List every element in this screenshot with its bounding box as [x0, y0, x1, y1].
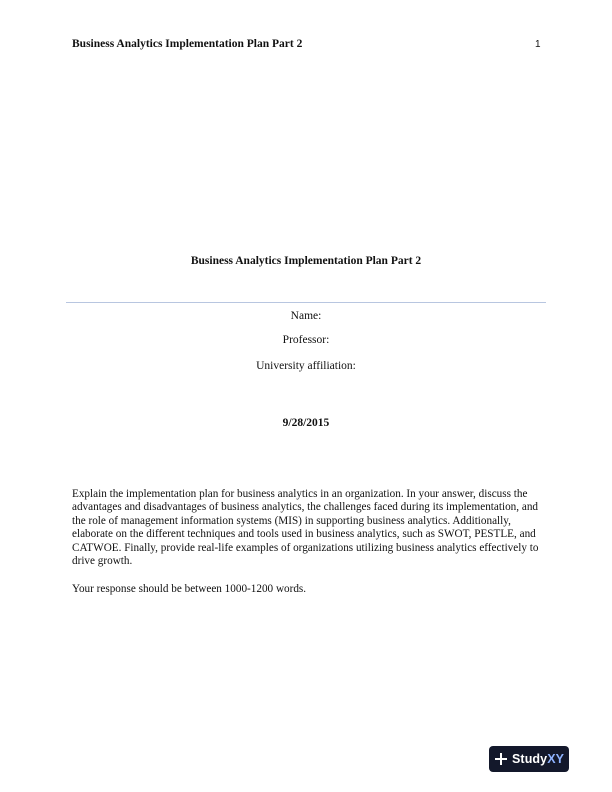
affiliation-line: University affiliation:	[256, 360, 356, 372]
page-number: 1	[535, 39, 541, 50]
professor-line: Professor:	[282, 334, 330, 346]
studyxy-watermark-badge[interactable]	[489, 746, 569, 772]
prompt-paragraph: Explain the implementation plan for business analytics in an organization. In your answer, discuss the advantages and disadvantages of business analytics, the challenges faced during its implementation, and the role of management information systems (MIS) in supporting business analytics. Additionally, elaborate on the different techniques and tools used in business analytics, such as SWOT, PESTLE, and CATWOE. Finally, provide real-life examples of organizations utilizing business analytics effectively to drive growth.	[72, 488, 539, 568]
brand-main: Study	[512, 752, 548, 766]
running-head: Business Analytics Implementation Plan Part 2	[72, 38, 303, 50]
brand-accent: XY	[547, 752, 565, 766]
document-title: Business Analytics Implementation Plan Part 2	[190, 255, 422, 267]
divider-line	[66, 302, 546, 303]
plus-icon	[495, 753, 507, 765]
brand-logo-text	[512, 752, 564, 766]
word-count-instruction: Your response should be between 1000-1200 words.	[72, 583, 307, 595]
document-date: 9/28/2015	[282, 417, 330, 429]
name-line: Name:	[290, 310, 322, 322]
